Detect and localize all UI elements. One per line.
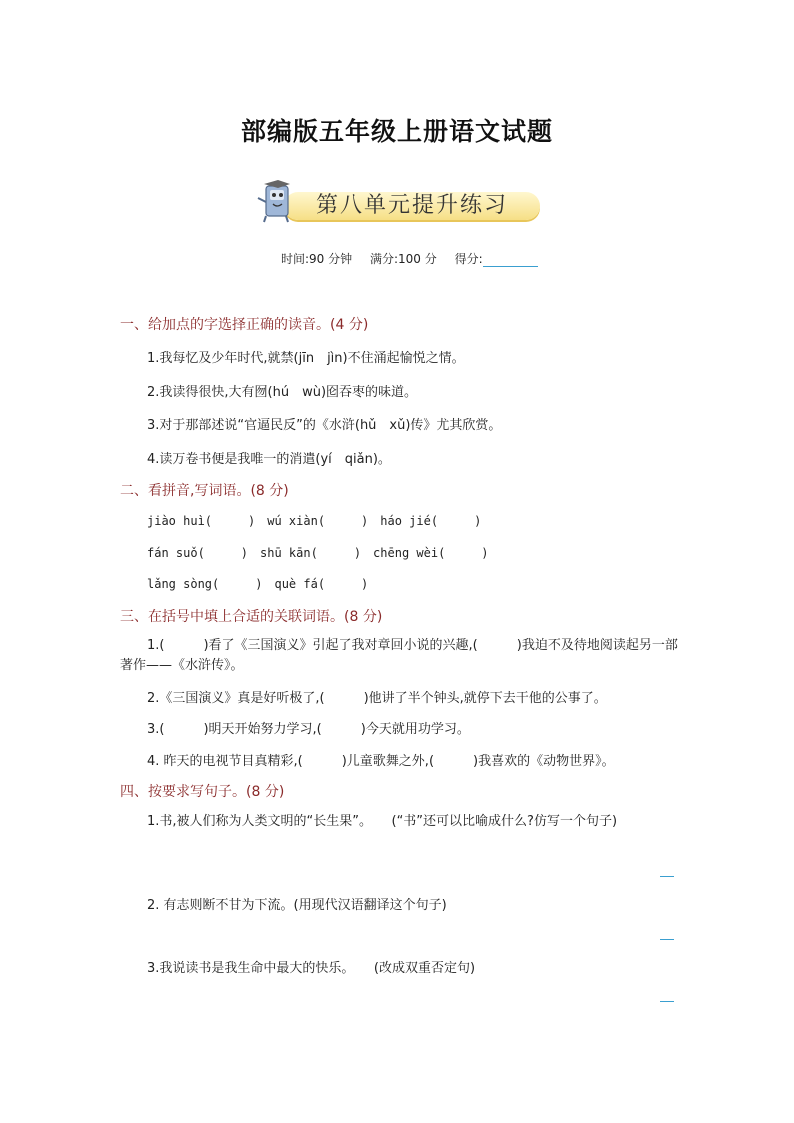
book-mascot-icon <box>254 180 304 224</box>
section-2-heading <box>120 480 289 500</box>
answer-line-2[interactable] <box>660 939 674 940</box>
section-3-title: 三、在括号中填上合适的关联词语。 <box>120 609 344 625</box>
unit-banner <box>254 180 544 224</box>
s3-item-1: 1.( )看了《三国演义》引起了我对章回小说的兴趣,( )我迫不及待地阅读起另一部著作——《水浒传》。 <box>120 638 678 673</box>
pinyin-row-3: lǎng sòng( ) què fá( ) <box>147 577 369 591</box>
section-3-points: (8 分) <box>344 609 383 625</box>
time-limit: 时间:90 分钟 <box>281 252 353 266</box>
s3-item-3: 3.( )明天开始努力学习,( )今天就用功学习。 <box>147 722 470 737</box>
exam-meta <box>281 250 552 267</box>
pinyin-row-2: fán suǒ( ) shū kān( ) chēng wèi( ) <box>147 546 489 560</box>
s4-item-1: 1.书,被人们称为人类文明的“长生果”。 (“书”还可以比喻成什么?仿写一个句子) <box>147 814 618 829</box>
page-title: 部编版五年级上册语文试题 <box>240 117 553 146</box>
pinyin-row-1: jiào huì( ) wú xiàn( ) háo jié( ) <box>147 514 482 528</box>
s3-item-4: 4. 昨天的电视节目真精彩,( )儿童歌舞之外,( )我喜欢的《动物世界》。 <box>147 754 615 769</box>
s4-item-3: 3.我说读书是我生命中最大的快乐。 (改成双重否定句) <box>147 961 476 976</box>
section-1-heading <box>120 314 368 334</box>
section-4-points: (8 分) <box>246 784 285 800</box>
score-label: 得分: <box>454 252 483 266</box>
s1-item-2: 2.我读得很快,大有囫(hú wù)囵吞枣的味道。 <box>147 385 418 400</box>
s1-item-3: 3.对于那部述说“官逼民反”的《水浒(hǔ xǔ)传》尤其欣赏。 <box>147 418 502 433</box>
s3-item-2: 2.《三国演义》真是好听极了,( )他讲了半个钟头,就停下去干他的公事了。 <box>147 691 607 706</box>
full-score: 满分:100 分 <box>369 252 437 266</box>
s1-item-1: 1.我每忆及少年时代,就禁(jīn jìn)不住涌起愉悦之情。 <box>147 351 465 366</box>
section-4-heading <box>120 781 284 801</box>
s4-item-2: 2. 有志则断不甘为下流。(用现代汉语翻译这个句子) <box>147 898 447 913</box>
section-4-title: 四、按要求写句子。 <box>120 784 246 800</box>
section-1-points: (4 分) <box>330 317 369 333</box>
section-3-heading <box>120 606 382 626</box>
banner-title: 第八单元提升练习 <box>316 193 509 218</box>
answer-line-1[interactable] <box>660 876 674 877</box>
section-1-title: 一、给加点的字选择正确的读音。 <box>120 317 330 333</box>
answer-line-3[interactable] <box>660 1001 674 1002</box>
score-blank[interactable] <box>483 254 538 267</box>
section-2-points: (8 分) <box>250 483 289 499</box>
section-2-title: 二、看拼音,写词语。 <box>120 483 251 499</box>
s1-item-4: 4.读万卷书便是我唯一的消遣(yí qiǎn)。 <box>147 452 391 467</box>
